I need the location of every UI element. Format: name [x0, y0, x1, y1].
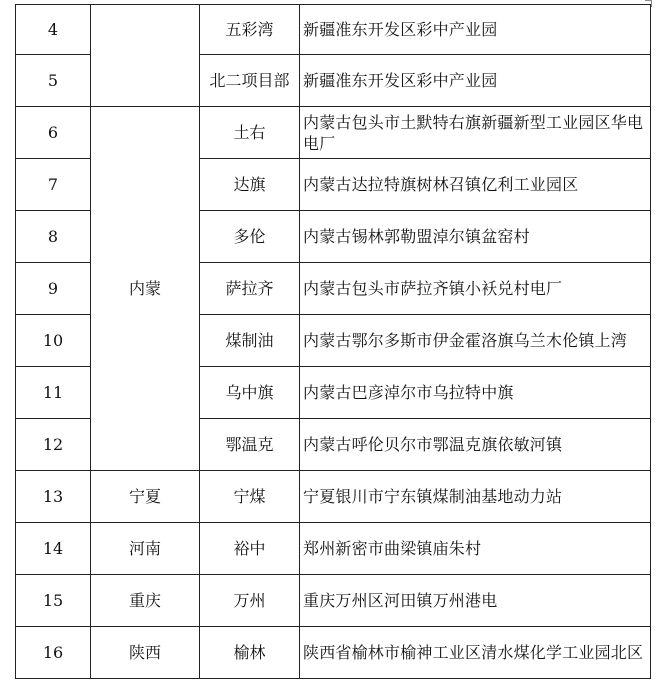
table-row [16, 471, 651, 523]
site-location: 内蒙古鄂尔多斯市伊金霍洛旗乌兰木伦镇上湾 [300, 315, 651, 367]
row-number: 11 [16, 367, 91, 419]
sites-table [15, 4, 651, 679]
site-location: 宁夏银川市宁东镇煤制油基地动力站 [300, 471, 651, 523]
row-number: 8 [16, 211, 91, 263]
site-name: 萨拉齐 [200, 263, 300, 315]
province-cell [91, 5, 200, 107]
site-location: 郑州新密市曲梁镇庙朱村 [300, 523, 651, 575]
site-location: 新疆准东开发区彩中产业园 [300, 55, 651, 107]
row-number: 9 [16, 263, 91, 315]
row-number: 6 [16, 107, 91, 159]
row-number: 13 [16, 471, 91, 523]
site-location: 陕西省榆林市榆神工业区清水煤化学工业园北区 [300, 627, 651, 679]
row-number: 5 [16, 55, 91, 107]
site-name: 万州 [200, 575, 300, 627]
site-name: 榆林 [200, 627, 300, 679]
row-number: 7 [16, 159, 91, 211]
table-row [16, 523, 651, 575]
site-location: 内蒙古达拉特旗树林召镇亿利工业园区 [300, 159, 651, 211]
province-cell: 河南 [91, 523, 200, 575]
table-row [16, 627, 651, 679]
site-location: 内蒙古包头市萨拉齐镇小袄兑村电厂 [300, 263, 651, 315]
table-row [16, 107, 651, 159]
row-number: 14 [16, 523, 91, 575]
site-name: 北二项目部 [200, 55, 300, 107]
site-name: 五彩湾 [200, 5, 300, 55]
row-number: 12 [16, 419, 91, 471]
row-number: 16 [16, 627, 91, 679]
province-cell: 重庆 [91, 575, 200, 627]
site-location: 内蒙古锡林郭勒盟淖尔镇盆窑村 [300, 211, 651, 263]
site-location: 重庆万州区河田镇万州港电 [300, 575, 651, 627]
site-name: 多伦 [200, 211, 300, 263]
row-number: 4 [16, 5, 91, 55]
table-row [16, 575, 651, 627]
table-row [16, 5, 651, 55]
site-name: 达旗 [200, 159, 300, 211]
province-cell: 宁夏 [91, 471, 200, 523]
site-location: 内蒙古呼伦贝尔市鄂温克旗依敏河镇 [300, 419, 651, 471]
site-name: 鄂温克 [200, 419, 300, 471]
site-name: 煤制油 [200, 315, 300, 367]
row-number: 15 [16, 575, 91, 627]
site-name: 乌中旗 [200, 367, 300, 419]
site-location: 内蒙古包头市土默特右旗新疆新型工业园区华电电厂 [300, 107, 651, 159]
site-location: 新疆准东开发区彩中产业园 [300, 5, 651, 55]
site-name: 宁煤 [200, 471, 300, 523]
province-cell: 内蒙 [91, 107, 200, 471]
site-name: 土右 [200, 107, 300, 159]
province-cell: 陕西 [91, 627, 200, 679]
site-location: 内蒙古巴彦淖尔市乌拉特中旗 [300, 367, 651, 419]
row-number: 10 [16, 315, 91, 367]
site-name: 裕中 [200, 523, 300, 575]
